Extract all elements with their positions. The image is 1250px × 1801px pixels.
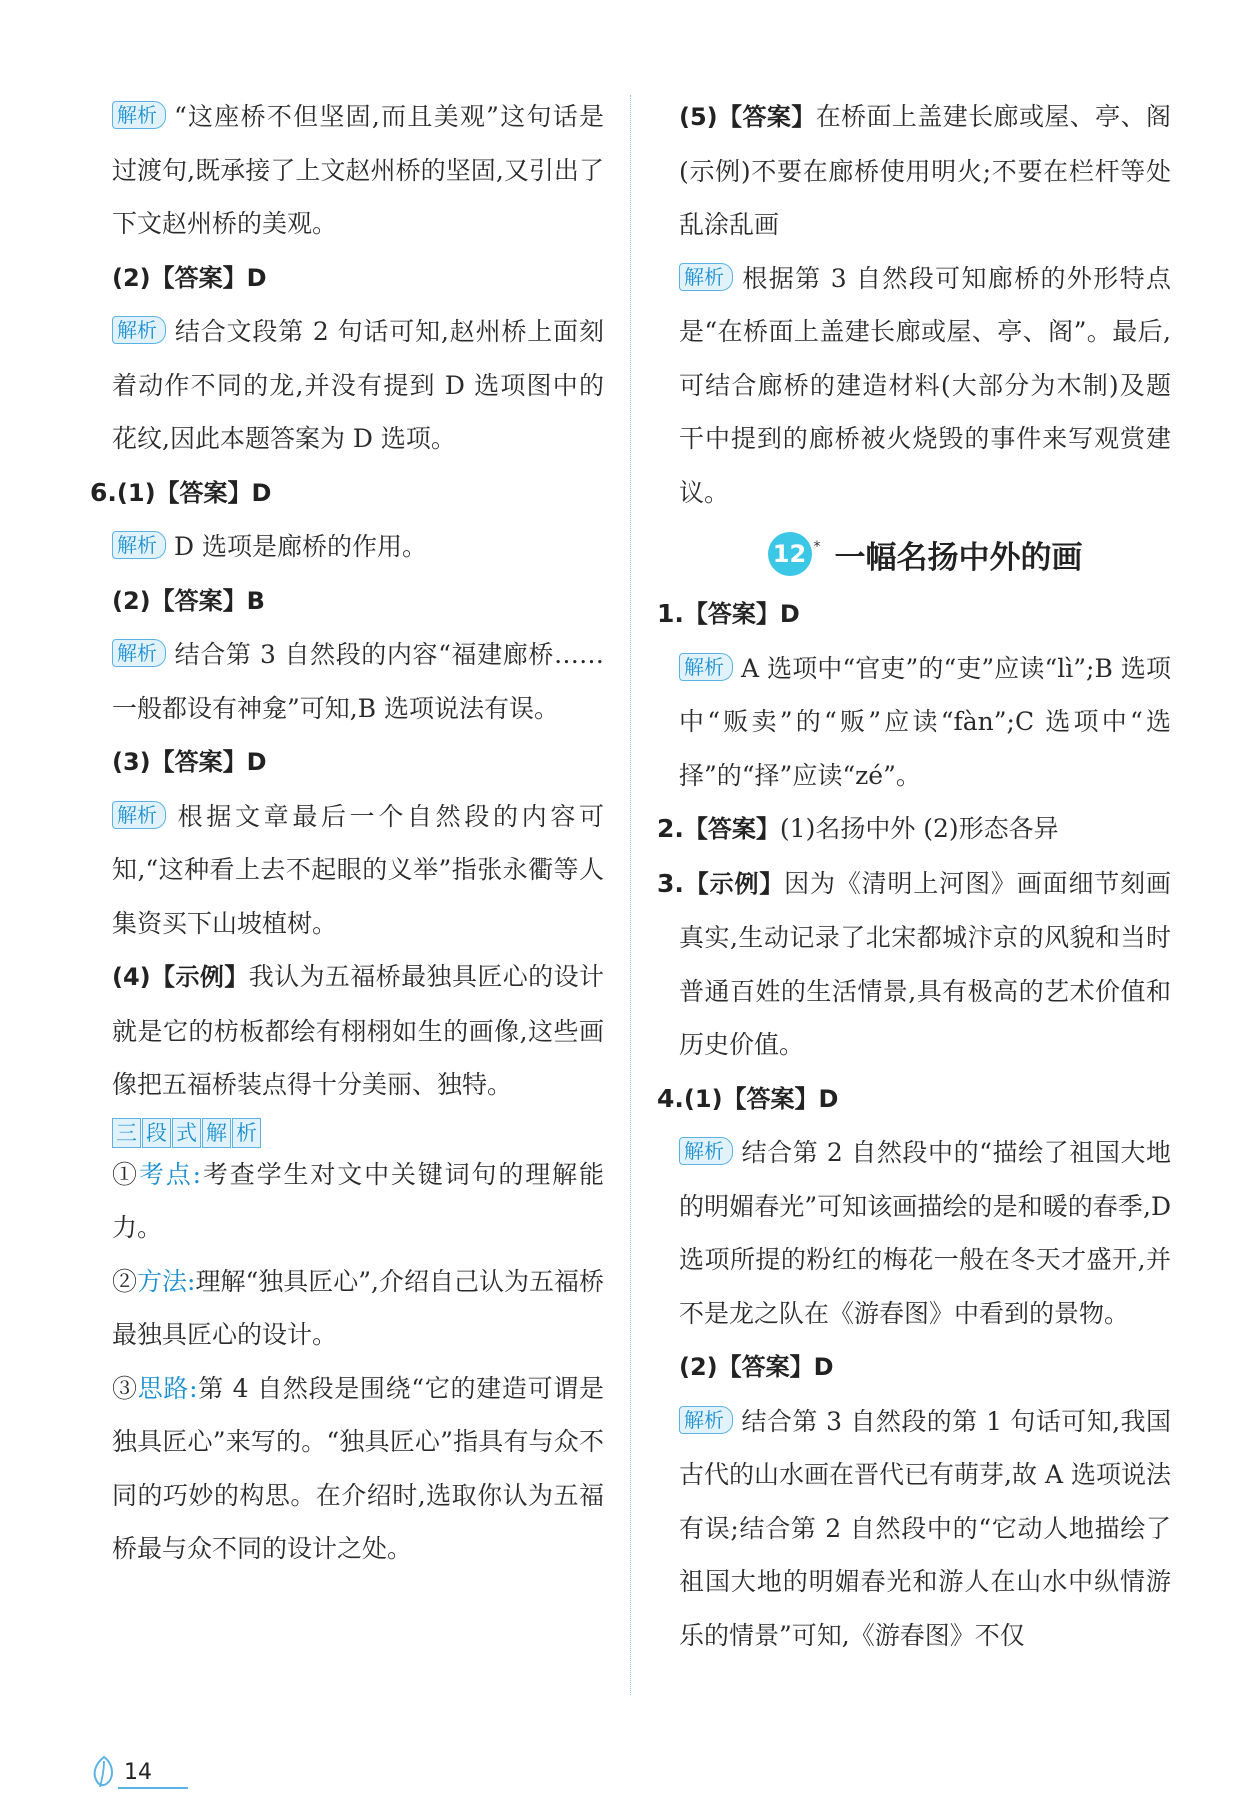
- point-text: 第 4 自然段是围绕“它的建造可谓是独具匠心”来写的。“独具匠心”指具有与众不同的巧妙的构思。在介绍时,选取你认为五福桥最与众不同的设计之处。: [112, 1373, 604, 1563]
- answer-label: (1)【答案】D: [683, 1084, 839, 1113]
- point-exam: [112, 1148, 604, 1255]
- point-number: ③: [112, 1373, 138, 1403]
- q6-2-answer: [112, 574, 604, 629]
- analysis-text: 结合文段第 2 句话可知,赵州桥上面刻着动作不同的龙,并没有提到 D 选项图中的花纹,因此本题答案为 D 选项。: [112, 317, 604, 453]
- point-method: [112, 1255, 604, 1362]
- analysis-tag: 解析: [679, 1137, 733, 1165]
- point-keyword: 思路:: [137, 1373, 198, 1403]
- point-keyword: 考点:: [138, 1159, 202, 1189]
- q1-answer: [657, 587, 1171, 642]
- question-number: 6.: [90, 477, 117, 507]
- point-number: ②: [112, 1266, 138, 1296]
- answer-label: (5)【答案】: [679, 103, 816, 131]
- answer-label: (2)【答案】D: [679, 1353, 834, 1381]
- answer-label: (1)【答案】D: [116, 478, 272, 507]
- analysis-text: 结合第 3 自然段的第 1 句话可知,我国古代的山水画在晋代已有萌芽,故 A 选项说法有误;结合第 2 自然段中的“它动人地描绘了祖国大地的明媚春光和游人在山水中纵情游乐的情景”可知,《游春图》不仅: [679, 1406, 1171, 1650]
- answer-label: (3)【答案】D: [112, 748, 267, 776]
- q4-1-answer: [657, 1072, 1171, 1127]
- point-number: ①: [112, 1159, 139, 1189]
- answer-label: (2)【答案】B: [112, 586, 265, 615]
- title-char: 三: [112, 1118, 141, 1148]
- q6-3-answer: [112, 735, 604, 790]
- answer-label: (2)【答案】D: [112, 263, 267, 292]
- q5-1-analysis-block: [112, 90, 604, 251]
- q4-1-analysis-block: [679, 1126, 1171, 1340]
- q5-2-answer: [112, 251, 604, 306]
- analysis-tag: 解析: [112, 316, 166, 344]
- analysis-text: D 选项是廊桥的作用。: [174, 532, 427, 561]
- analysis-tag: 解析: [679, 263, 733, 291]
- example-label: 【示例】: [683, 869, 785, 898]
- question-number: 3.: [657, 868, 684, 898]
- q2-answer: [657, 802, 1171, 857]
- analysis-text: A 选项中“官吏”的“吏”应读“lì”;B 选项中“贩卖”的“贩”应读“fàn”;C 选项中“选择”的“择”应读“zé”。: [679, 653, 1171, 790]
- title-char: 析: [232, 1118, 261, 1148]
- q5-2-analysis-block: [112, 305, 604, 466]
- title-char: 段: [142, 1118, 171, 1148]
- q6-3-analysis-block: [112, 790, 604, 951]
- analysis-tag: 解析: [112, 639, 166, 667]
- analysis-text: “这座桥不但坚固,而且美观”这句话是过渡句,既承接了上文赵州桥的坚固,又引出了下文赵州桥的美观。: [112, 102, 604, 238]
- point-keyword: 方法:: [137, 1266, 196, 1296]
- q1-analysis-block: [679, 642, 1171, 803]
- analysis-text: 结合第 3 自然段的内容“福建廊桥……一般都设有神龛”可知,B 选项说法有误。: [112, 640, 604, 723]
- column-divider: [630, 95, 631, 1695]
- lesson-header: [679, 525, 1171, 583]
- q6-5-answer: [679, 90, 1171, 252]
- example-text: 因为《清明上河图》画面细节刻画真实,生动记录了北宋都城汴京的风貌和当时普通百姓的生活情景,具有极高的艺术价值和历史价值。: [679, 868, 1171, 1059]
- q6-1-analysis-block: [112, 520, 604, 574]
- example-text: 我认为五福桥最独具匠心的设计就是它的枋板都绘有栩栩如生的画像,这些画像把五福桥装点得十分美丽、独特。: [112, 962, 604, 1099]
- point-approach: [112, 1362, 604, 1576]
- answer-label: 【答案】: [683, 815, 780, 843]
- q6-1-answer: [90, 466, 604, 521]
- page-number: 14: [118, 1760, 188, 1789]
- q4-2-answer: [679, 1340, 1171, 1395]
- title-char: 式: [172, 1118, 201, 1148]
- answer-label: 【答案】D: [683, 600, 800, 628]
- question-number: 1.: [657, 599, 684, 628]
- q3-example: [657, 857, 1171, 1072]
- q6-2-analysis-block: [112, 628, 604, 735]
- analysis-text: 结合第 2 自然段中的“描绘了祖国大地的明媚春光”可知该画描绘的是和暖的春季,D 选项所提的粉红的梅花一般在冬天才盛开,并不是龙之队在《游春图》中看到的景物。: [679, 1138, 1171, 1328]
- page-footer: [90, 1755, 188, 1789]
- analysis-tag: 解析: [112, 531, 166, 559]
- lesson-star: *: [813, 539, 821, 555]
- lesson-number-badge: 12: [768, 532, 812, 576]
- three-part-analysis-title: [112, 1118, 262, 1148]
- analysis-text: 根据第 3 自然段可知廊桥的外形特点是“在桥面上盖建长廊或屋、亭、阁”。最后,可结合廊桥的建造材料(大部分为木制)及题干中提到的廊桥被火烧毁的事件来写观赏建议。: [679, 263, 1171, 507]
- leaf-icon: [90, 1755, 118, 1789]
- q4-2-analysis-block: [679, 1395, 1171, 1663]
- left-column: [90, 90, 604, 1576]
- analysis-text: 根据文章最后一个自然段的内容可知,“这种看上去不起眼的义举”指张永衢等人集资买下山坡植树。: [112, 801, 604, 938]
- answer-text: (1)名扬中外 (2)形态各异: [779, 814, 1059, 843]
- point-text: 考查学生对文中关键词句的理解能力。: [112, 1159, 604, 1242]
- analysis-tag: 解析: [679, 1406, 733, 1434]
- title-char: 解: [202, 1118, 231, 1148]
- lesson-title: 一幅名扬中外的画: [834, 539, 1083, 576]
- example-label: (4)【示例】: [112, 963, 249, 991]
- question-number: 2.: [657, 814, 684, 843]
- q6-5-analysis-block: [679, 252, 1171, 520]
- analysis-tag: 解析: [112, 101, 166, 129]
- answer-text: 在桥面上盖建长廊或屋、亭、阁 (示例)不要在廊桥使用明火;不要在栏杆等处乱涂乱画: [679, 102, 1171, 239]
- question-number: 4.: [657, 1083, 684, 1113]
- point-text: 理解“独具匠心”,介绍自己认为五福桥最独具匠心的设计。: [112, 1266, 604, 1349]
- analysis-tag: 解析: [679, 653, 733, 681]
- q6-4-example: [112, 950, 604, 1112]
- analysis-tag: 解析: [112, 801, 166, 829]
- right-column: [657, 90, 1171, 1662]
